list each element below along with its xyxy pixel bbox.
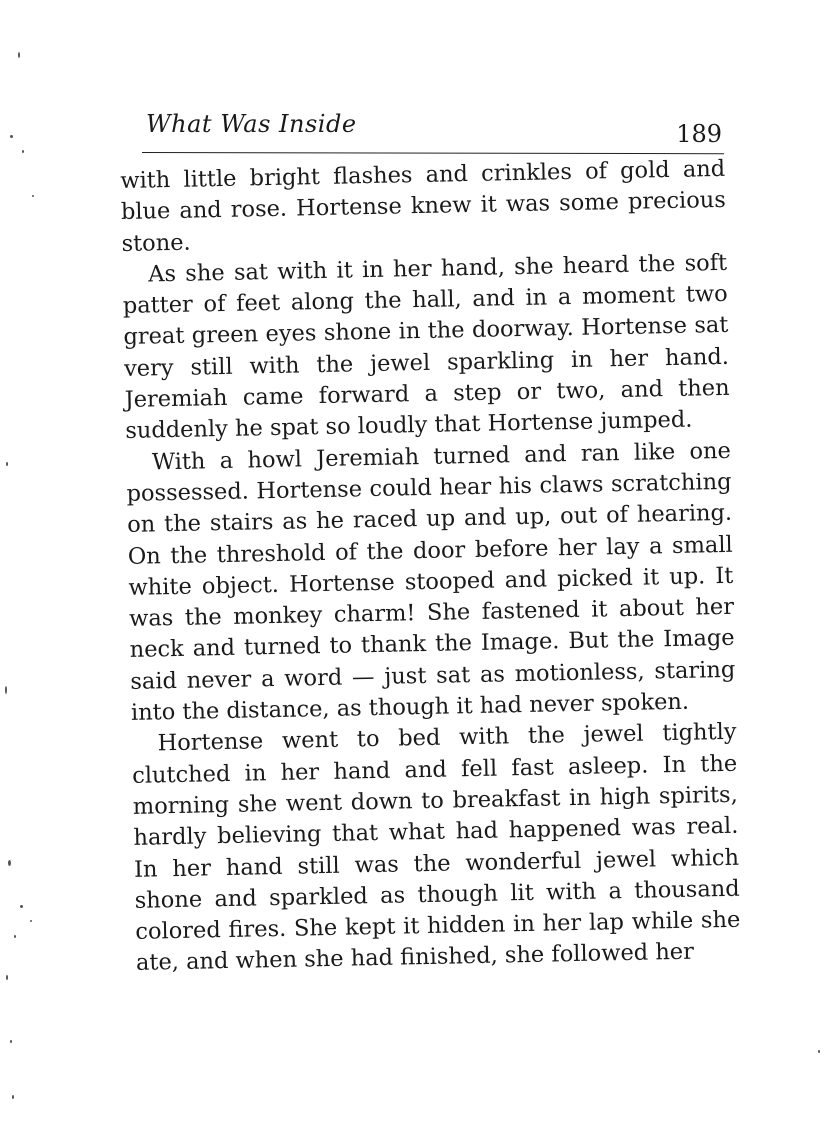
scan-speck: [8, 860, 11, 866]
paragraph-1: with little bright flashes and crinkles of gold and blue and rose. Hortense knew it was some precious stone.: [120, 155, 727, 257]
scan-speck: [18, 52, 20, 58]
body-text: [120, 154, 741, 980]
scan-speck: [20, 905, 23, 908]
running-title: What Was Inside: [146, 110, 357, 138]
scan-speck: [30, 920, 32, 922]
paragraph-4: Hortense went to bed with the jewel tightly clutched in her hand and fell fast asleep. In the morning she went down to breakfast in high spirits, hardly believing that what had happened was real. In her hand still was the wonderful jewel which shone and sparkled as though lit with a thousand colored fires. She kept it hidden in her lap while she ate, and when she had finished, she followed her: [131, 719, 741, 977]
page-number: 189: [676, 120, 722, 148]
scan-speck: [10, 135, 13, 138]
scan-speck: [22, 150, 24, 153]
scan-speck: [818, 1050, 820, 1053]
running-head: [146, 108, 726, 154]
scan-speck: [32, 195, 34, 197]
paragraph-3: With a howl Jeremiah turned and ran like one possessed. Hortense could hear his claws scratching on the stairs as he raced up and up, out of hearing. On the threshold of the door before her lay a small white object. Hortense stooped and picked it up. It was the monkey charm! She fastened it about her neck and turned to thank the Image. But the Image said never a word — just sat as motionless, staring into the distance, as though it had never spoken.: [126, 437, 736, 726]
scan-speck: [12, 1095, 14, 1099]
paragraph-2: As she sat with it in her hand, she heard the soft patter of feet along the hall, and in a moment two great green eyes shone in the doorway. Hortense sat very still with the jewel sparkling in her hand. Jeremiah came forward a step or two, and then suddenly he spat so loudly that Hortense jumped.: [122, 249, 730, 445]
scan-speck: [6, 975, 8, 980]
scan-speck: [6, 462, 8, 466]
scan-speck: [10, 1040, 12, 1043]
scan-speck: [14, 935, 16, 938]
scan-speck: [5, 686, 7, 694]
